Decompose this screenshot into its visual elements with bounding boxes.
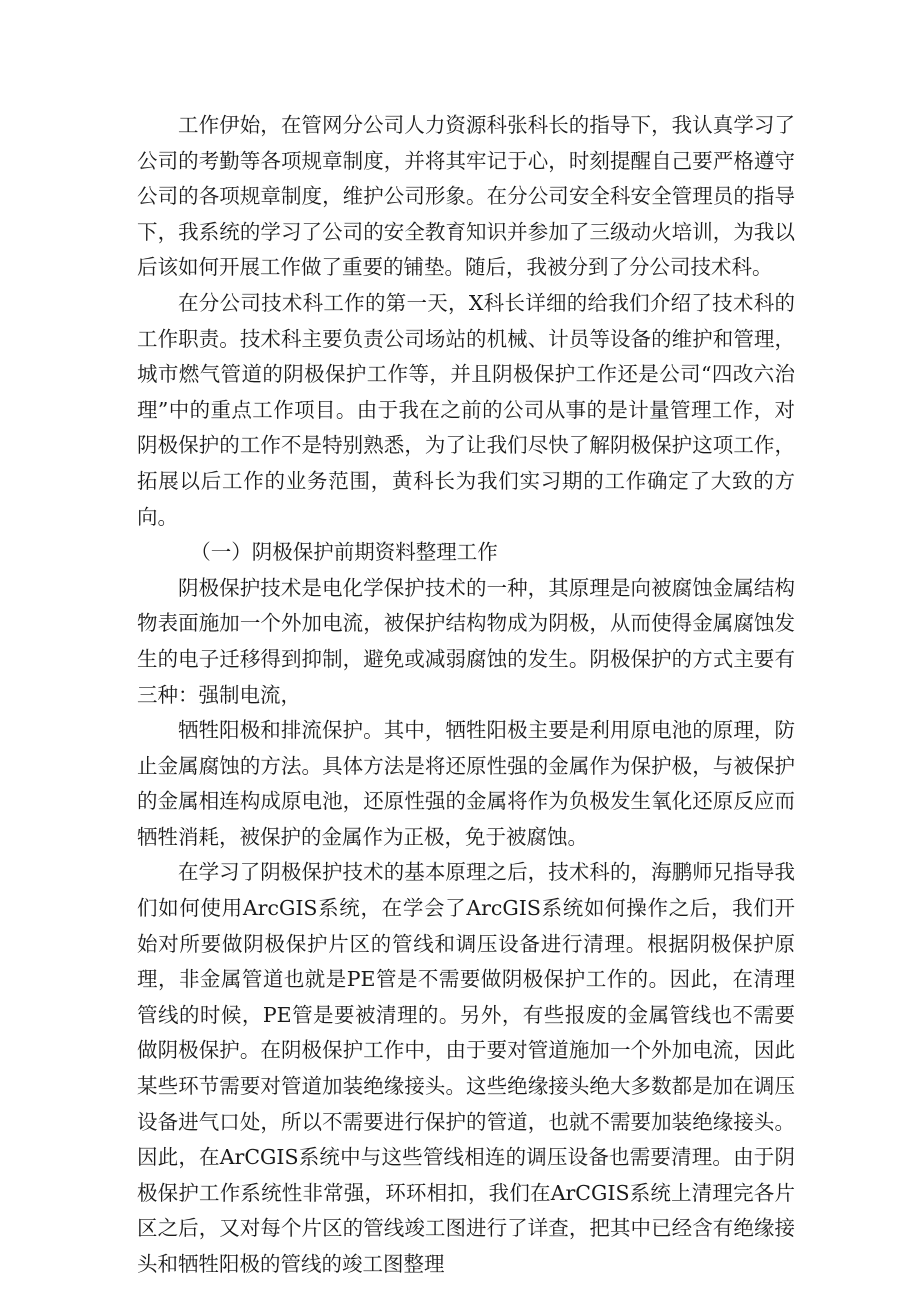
paragraph-sacrificial-anode: 牺牲阳极和排流保护。其中，牺牲阳极主要是利用原电池的原理，防止金属腐蚀的方法。具体方法是将还原性强的金属作为保护极，与被保护的金属相连构成原电池，还原性强的金属将作为负极发生氧化还原反应而牺牲消耗，被保护的金属作为正极，免于被腐蚀。 — [137, 718, 795, 849]
paragraph-intro: 工作伊始，在管网分公司人力资源科张科长的指导下，我认真学习了公司的考勤等各项规章制度，并将其牢记于心，时刻提醒自己要严格遵守公司的各项规章制度，维护公司形象。在分公司安全科安全管理员的指导下，我系统的学习了公司的安全教育知识并参加了三级动火培训，为我以后该如何开展工作做了重要的铺垫。随后，我被分到了分公司技术科。 — [137, 113, 795, 280]
paragraph-arcgis-work: 在学习了阴极保护技术的基本原理之后，技术科的，海鹏师兄指导我们如何使用ArcGIS系统，在学会了ArcGIS系统如何操作之后，我们开始对所要做阴极保护片区的管线和调压设备进行清理。根据阴极保护原理，非金属管道也就是PE管是不需要做阴极保护工作的。因此，在清理管线的时候，PE管是要被清理的。另外，有些报废的金属管线也不需要做阴极保护。在阴极保护工作中，由于要对管道施加一个外加电流，因此某些环节需要对管道加装绝缘接头。这些绝缘接头绝大多数都是加在调压设备进气口处，所以不需要进行保护的管道，也就不需要加装绝缘接头。因此，在ArCGIS系统中与这些管线相连的调压设备也需要清理。由于阴极保护工作系统性非常强，环环相扣，我们在ArCGIS系统上清理完各片区之后，又对每个片区的管线竣工图进行了详查，把其中已经含有绝缘接头和牺牲阳极的管线的竣工图整理 — [137, 860, 795, 1276]
section-heading: （一）阴极保护前期资料整理工作 — [190, 540, 498, 565]
document-page — [137, 108, 795, 1283]
paragraph-tech-dept: 在分公司技术科工作的第一天，X科长详细的给我们介绍了技术科的工作职责。技术科主要负责公司场站的机械、计员等设备的维护和管理，城市燃气管道的阴极保护工作等，并且阴极保护工作还是公司“四改六治理”中的重点工作项目。由于我在之前的公司从事的是计量管理工作，对阴极保护的工作不是特别熟悉，为了让我们尽快了解阴极保护这项工作，拓展以后工作的业务范围，黄科长为我们实习期的工作确定了大致的方向。 — [137, 290, 795, 529]
paragraph-cathodic-principle: 阴极保护技术是电化学保护技术的一种，其原理是向被腐蚀金属结构物表面施加一个外加电流，被保护结构物成为阴极，从而使得金属腐蚀发生的电子迁移得到抑制，避免或减弱腐蚀的发生。阴极保护的方式主要有三种：强制电流， — [137, 575, 795, 707]
